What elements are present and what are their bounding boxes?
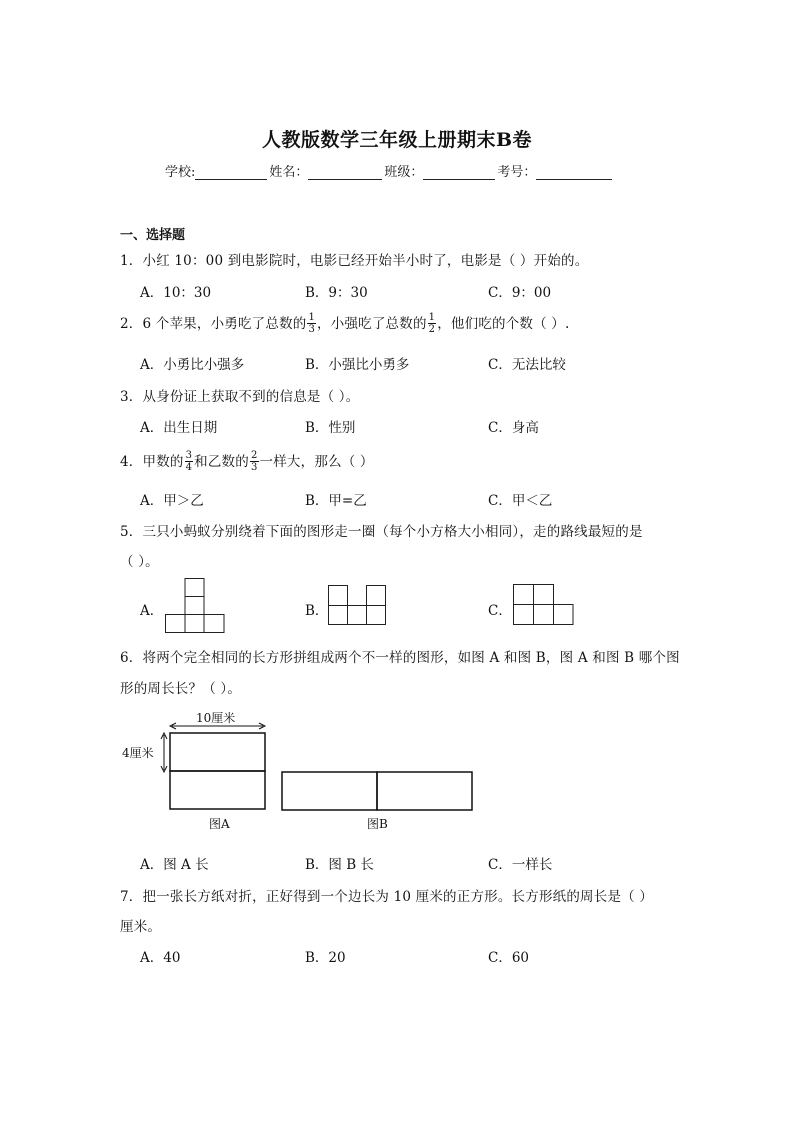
figure-b-caption: 图B — [367, 817, 388, 831]
q3-option-c[interactable]: C．身高 — [488, 420, 539, 436]
number-label: 考号： — [497, 165, 537, 180]
q2-text-b: ，小强吃了总数的 — [317, 316, 427, 332]
q7-option-c[interactable]: C．60 — [488, 950, 530, 966]
page-title: 人教版数学三年级上册期末B卷 — [261, 129, 533, 151]
q2-frac1-num: 1 — [308, 312, 316, 323]
figure-b-right-rect — [377, 772, 472, 810]
question-2 — [120, 312, 570, 336]
q2-option-b[interactable]: B．小强比小勇多 — [305, 357, 410, 373]
q2-text-a: 2．6 个苹果，小勇吃了总数的 — [120, 316, 307, 332]
question-7-line2: 厘米。 — [120, 919, 162, 935]
question-7-line1: 7．把一张长方纸对折，正好得到一个边长为 10 厘米的正方形。长方形纸的周长是（ ） — [120, 889, 654, 905]
question-4 — [120, 450, 374, 474]
q4-frac1-den: 4 — [185, 462, 193, 473]
figure-a-top-rect — [170, 733, 265, 771]
q4-text-c: 一样大，那么（ ） — [259, 454, 374, 470]
q2-frac2-num: 1 — [428, 312, 436, 323]
q2-frac2-den: 2 — [428, 324, 436, 335]
q7-option-b[interactable]: B．20 — [305, 950, 346, 966]
question-5-line1: 5．三只小蚂蚁分别绕着下面的图形走一圈（每个小方格大小相同），走的路线最短的是 — [120, 524, 643, 540]
q2-fraction-2 — [428, 312, 437, 335]
section-heading: 一、选择题 — [120, 228, 186, 243]
width-label: 10厘米 — [196, 711, 236, 725]
name-blank[interactable] — [308, 164, 382, 180]
q5-option-b[interactable]: B． — [305, 603, 329, 619]
q6-option-c[interactable]: C．一样长 — [488, 857, 553, 873]
q4-option-a[interactable]: A．甲＞乙 — [140, 493, 204, 509]
q3-option-b[interactable]: B．性别 — [305, 420, 356, 436]
name-label: 姓名： — [269, 165, 309, 180]
question-6-line2: 形的周长长？（ ）。 — [120, 681, 242, 697]
school-blank[interactable] — [195, 164, 267, 180]
q2-option-c[interactable]: C．无法比较 — [488, 357, 566, 373]
q4-frac2-num: 2 — [250, 450, 258, 461]
q5-option-c[interactable]: C． — [488, 603, 512, 619]
q6-figure — [160, 720, 480, 815]
class-blank[interactable] — [423, 164, 495, 180]
question-5-line2: （ ）。 — [120, 554, 159, 570]
q2-text-c: ，他们吃的个数（ ）. — [437, 316, 570, 332]
q5-shape-b — [328, 585, 388, 627]
q4-fraction-2 — [250, 450, 259, 473]
number-blank[interactable] — [536, 164, 612, 180]
q4-option-b[interactable]: B．甲=乙 — [305, 493, 367, 509]
q4-text-b: 和乙数的 — [194, 454, 249, 470]
q5-option-a[interactable]: A． — [140, 603, 164, 619]
q1-option-a[interactable]: A．10：30 — [140, 285, 212, 301]
question-3: 3．从身份证上获取不到的信息是（ ）。 — [120, 389, 360, 405]
q4-text-a: 4．甲数的 — [120, 454, 184, 470]
figure-a-caption: 图A — [209, 817, 230, 831]
q2-option-a[interactable]: A．小勇比小强多 — [140, 357, 245, 373]
q4-frac1-num: 3 — [185, 450, 193, 461]
q5-shape-c — [513, 584, 575, 626]
q4-frac2-den: 3 — [250, 462, 258, 473]
question-1: 1．小红 10：00 到电影院时，电影已经开始半小时了，电影是（ ）开始的。 — [120, 253, 589, 269]
figure-a-bottom-rect — [170, 771, 265, 809]
q4-option-c[interactable]: C．甲＜乙 — [488, 493, 553, 509]
class-label: 班级： — [384, 165, 424, 180]
school-label: 学校: — [165, 165, 196, 180]
q5-shape-a — [165, 578, 227, 633]
q3-option-a[interactable]: A．出生日期 — [140, 420, 218, 436]
q1-option-c[interactable]: C．9：00 — [488, 285, 552, 301]
q4-fraction-1 — [185, 450, 194, 473]
q2-fraction-1 — [307, 312, 316, 335]
q6-option-b[interactable]: B．图 B 长 — [305, 857, 374, 873]
student-info-line — [165, 161, 614, 180]
q1-option-b[interactable]: B．9：30 — [305, 285, 368, 301]
q7-option-a[interactable]: A．40 — [140, 950, 181, 966]
q6-option-a[interactable]: A．图 A 长 — [140, 857, 209, 873]
height-label: 4厘米 — [122, 746, 154, 760]
q2-frac1-den: 3 — [308, 324, 316, 335]
question-6-line1: 6．将两个完全相同的长方形拼组成两个不一样的图形，如图 A 和图 B，图 A 和图 B 哪个图 — [120, 650, 680, 666]
figure-b-left-rect — [282, 772, 377, 810]
